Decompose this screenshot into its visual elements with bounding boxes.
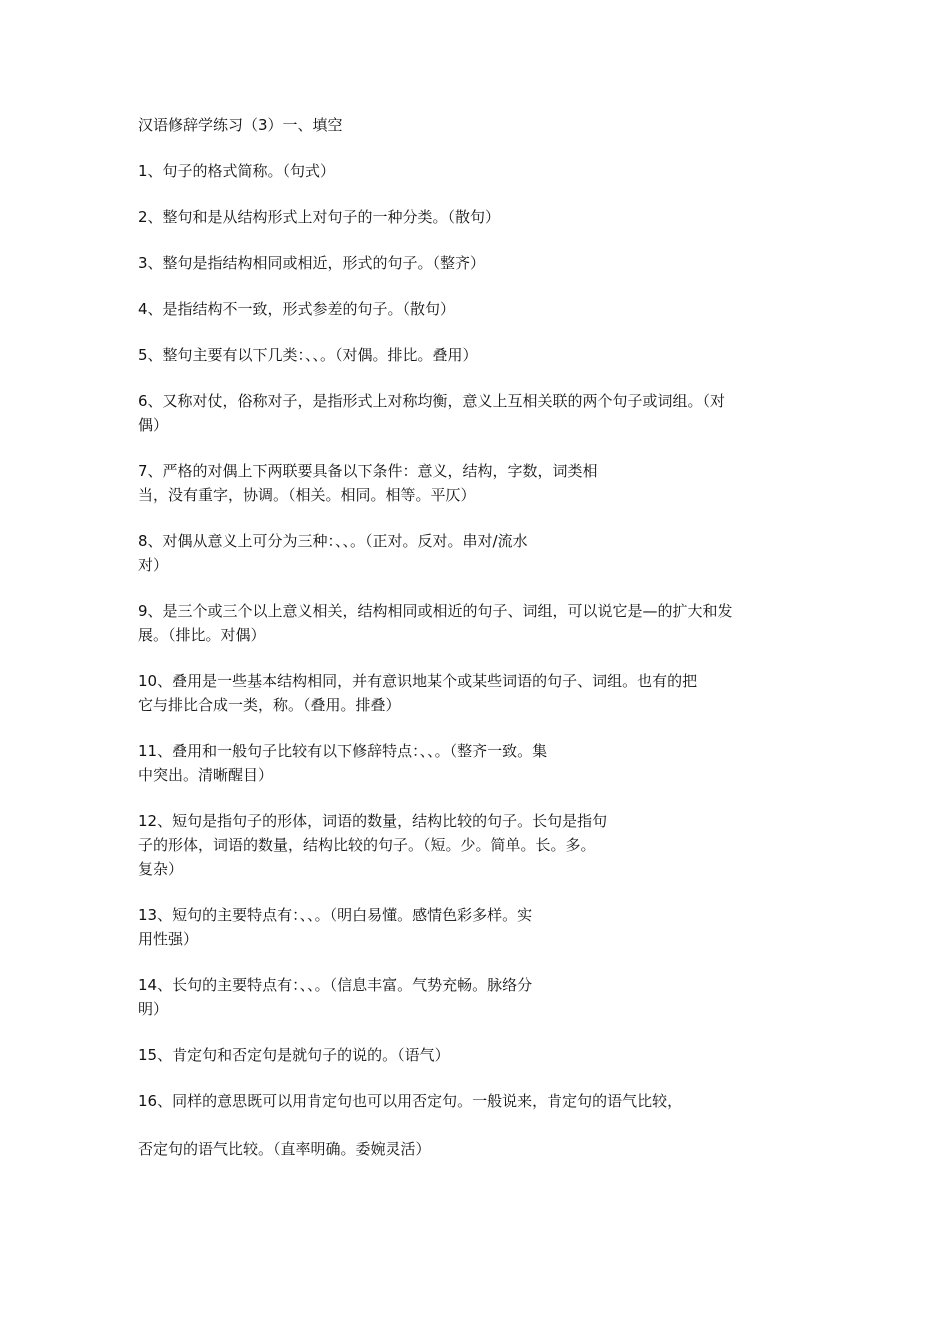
question-line: 子的形体，词语的数量，结构比较的句子。（短。少。简单。长。多。 xyxy=(138,836,596,854)
question-line: 1、句子的格式简称。（句式） xyxy=(138,162,336,180)
question-line: 16、同样的意思既可以用肯定句也可以用否定句。一般说来，肯定句的语气比较， xyxy=(138,1092,683,1110)
question-item xyxy=(138,903,828,951)
question-item xyxy=(138,529,828,577)
question-item xyxy=(138,459,828,507)
question-item xyxy=(138,389,828,437)
question-line: 11、叠用和一般句子比较有以下修辞特点：、、。（整齐一致。集 xyxy=(138,742,548,760)
question-line: 偶） xyxy=(138,416,169,434)
question-line: 8、对偶从意义上可分为三种：、、。（正对。反对。串对/流水 xyxy=(138,532,528,550)
question-line: 3、整句是指结构相同或相近，形式的句子。（整齐） xyxy=(138,254,486,272)
question-item xyxy=(138,669,828,717)
question-item xyxy=(138,973,828,1021)
question-item xyxy=(138,251,828,275)
question-line: 15、肯定句和否定句是就句子的说的。（语气） xyxy=(138,1046,450,1064)
question-line: 12、短句是指句子的形体，词语的数量，结构比较的句子。长句是指句 xyxy=(138,812,608,830)
question-line: 中突出。清晰醒目） xyxy=(138,766,274,784)
question-line: 7、严格的对偶上下两联要具备以下条件：意义，结构，字数，词类相 xyxy=(138,462,598,480)
question-item xyxy=(138,159,828,183)
question-line: 14、长句的主要特点有：、、。（信息丰富。气势充畅。脉络分 xyxy=(138,976,533,994)
question-line: 13、短句的主要特点有：、、。（明白易懂。感情色彩多样。实 xyxy=(138,906,533,924)
question-line: 它与排比合成一类，称。（叠用。排叠） xyxy=(138,696,401,714)
question-item xyxy=(138,1089,828,1161)
question-line: 展。（排比。对偶） xyxy=(138,626,266,644)
question-item xyxy=(138,1043,828,1067)
question-item xyxy=(138,205,828,229)
question-line: 10、叠用是一些基本结构相同，并有意识地某个或某些词语的句子、词组。也有的把 xyxy=(138,672,698,690)
question-item xyxy=(138,739,828,787)
question-line: 9、是三个或三个以上意义相关，结构相同或相近的句子、词组，可以说它是—的扩大和发 xyxy=(138,602,733,620)
question-list xyxy=(138,159,828,1161)
question-line: 明） xyxy=(138,1000,169,1018)
question-line: 6、又称对仗，俗称对子，是指形式上对称均衡，意义上互相关联的两个句子或词组。（对 xyxy=(138,392,726,410)
question-item xyxy=(138,343,828,367)
question-item xyxy=(138,599,828,647)
question-line: 复杂） xyxy=(138,860,184,878)
document-title: 汉语修辞学练习（3）一、填空 xyxy=(138,116,343,134)
question-line: 2、整句和是从结构形式上对句子的一种分类。（散句） xyxy=(138,208,501,226)
question-item xyxy=(138,297,828,321)
question-line: 对） xyxy=(138,556,169,574)
question-item xyxy=(138,809,828,881)
question-line: 否定句的语气比较。（直率明确。委婉灵活） xyxy=(138,1140,431,1158)
document-page xyxy=(138,113,828,1183)
question-line: 用性强） xyxy=(138,930,199,948)
question-line: 4、是指结构不一致，形式参差的句子。（散句） xyxy=(138,300,456,318)
question-line: 5、整句主要有以下几类：、、。（对偶。排比。叠用） xyxy=(138,346,478,364)
question-line: 当，没有重字，协调。（相关。相同。相等。平仄） xyxy=(138,486,476,504)
